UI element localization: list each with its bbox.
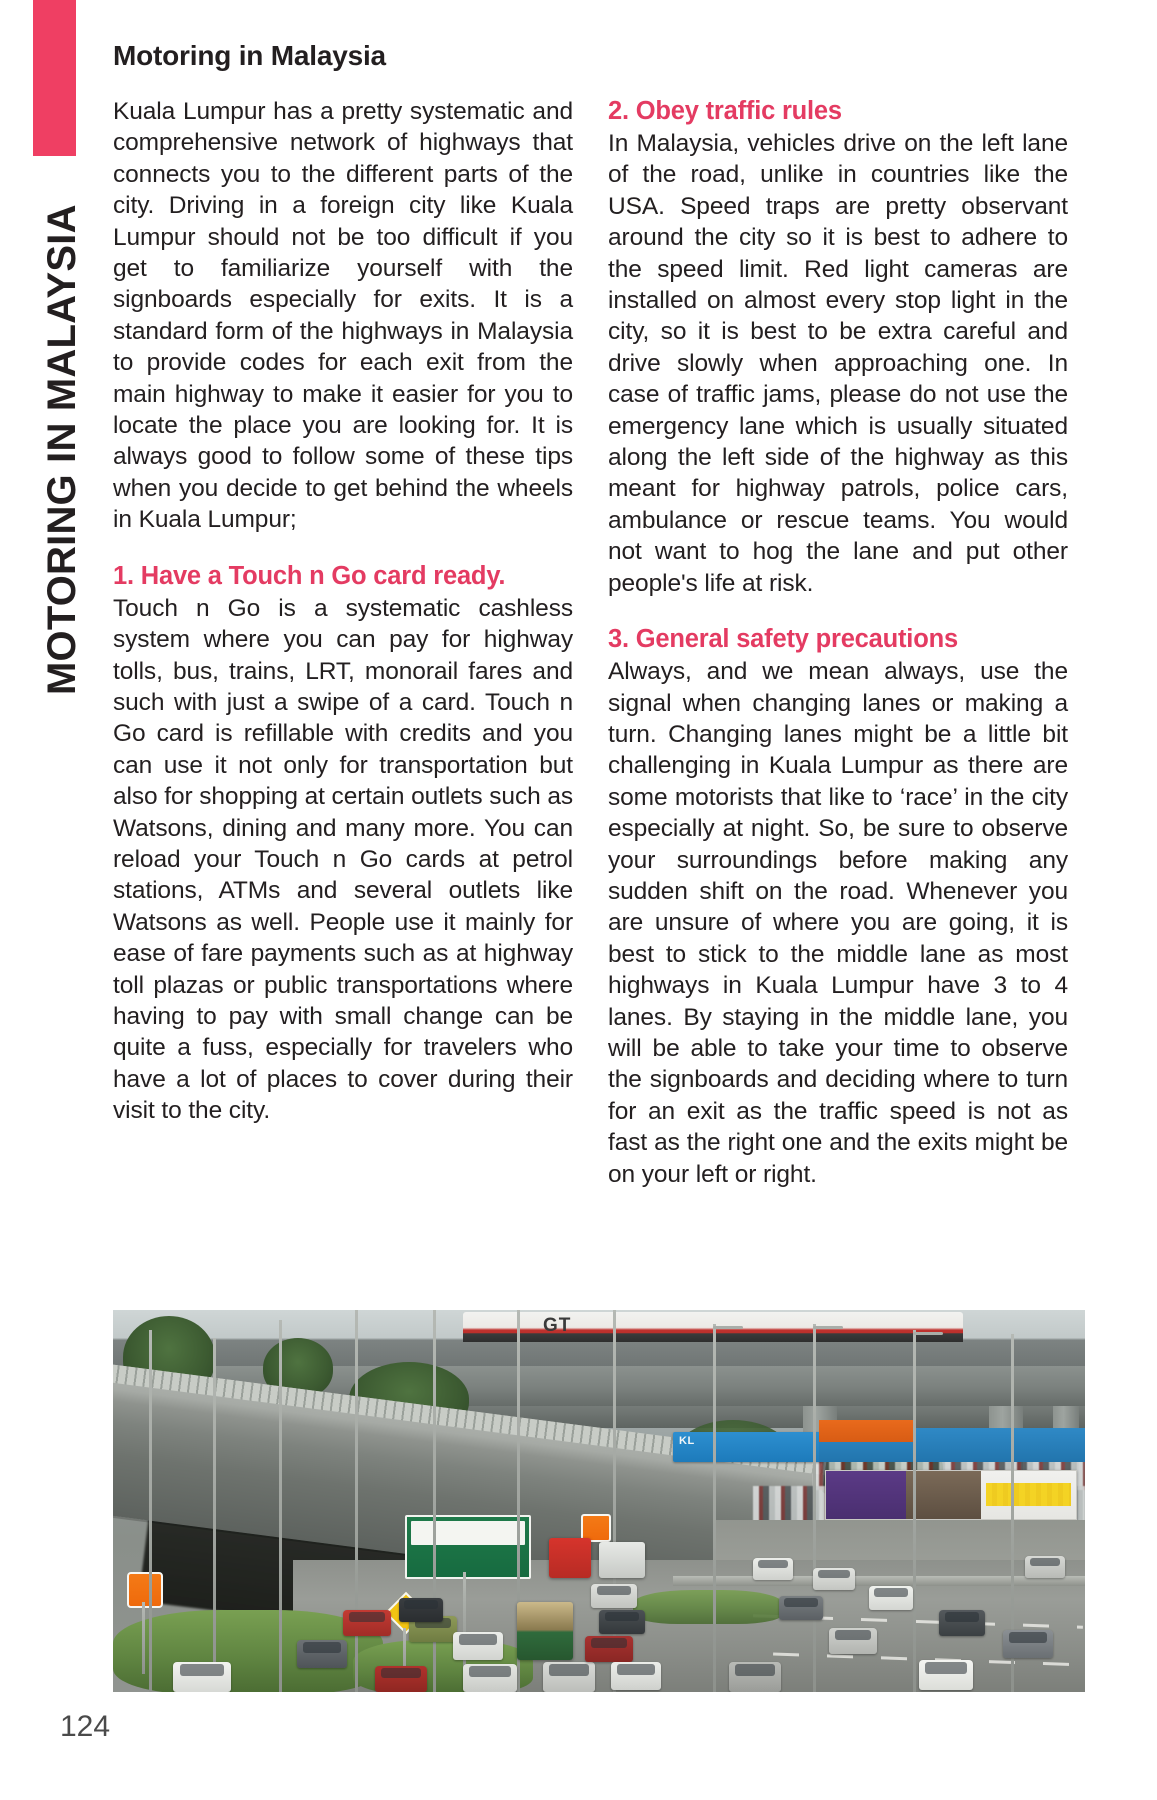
exit-direction-sign: [405, 1515, 531, 1579]
street-light-pole: [149, 1330, 152, 1692]
car: [919, 1660, 973, 1690]
toll-plaza-label: KL: [679, 1435, 695, 1447]
car: [1025, 1556, 1065, 1578]
section-body-1: Touch n Go is a systematic cashless system where you can pay for highway tolls, bus, trains, LRT, monorail fares and such with just a swipe of a card. Touch n Go card is refillable with credits and you can use it not only for transportation but also for shopping at certain outlets such as Watsons, dining and many more. You can reload your Touch n Go cards at petrol stations, ATMs and several outlets like Watsons as well. People use it mainly for ease of fare payments such as at highway toll plazas or public transportations where having to pay with small change can be quite a fuss, especially for travelers who have a lot of places to cover during their visit to the city.: [113, 594, 574, 1125]
column-right: [608, 96, 1068, 1190]
car: [939, 1610, 985, 1636]
sign-post: [142, 1602, 145, 1674]
car: [375, 1666, 427, 1692]
sign-white-panel: [411, 1521, 525, 1545]
road-median: [673, 1576, 1085, 1586]
cargo-lorry: [517, 1602, 573, 1660]
car: [829, 1628, 877, 1654]
street-light-pole: [813, 1324, 816, 1692]
billboard-panel-purple: [826, 1471, 906, 1519]
roadside-billboard: [825, 1470, 1077, 1520]
section-heading-3: 3. General safety precautions: [608, 625, 958, 654]
car: [591, 1584, 637, 1608]
page-title: Motoring in Malaysia: [113, 40, 386, 71]
section-body-3: Always, and we mean always, use the signal when changing lanes or making a turn. Changing lanes might be a little bit challenging in Kuala Lumpur as there are some motorists that like to ‘race’ in the city especially at night. So, be sure to observe your surroundings before making any sudden shift on the road. Whenever you are unsure of where you are going, it is best to stick to the middle lane as most highways in Kuala Lumpur have 3 to 4 lanes. By staying in the middle lane, you will be able to take your time to observe the signboards and deciding where to turn for an exit as the traffic speed is not as fast as the right one and the exits might be on your left or right.: [608, 658, 1068, 1188]
car: [343, 1610, 391, 1636]
car: [611, 1662, 661, 1690]
billboard-panel-text: [986, 1483, 1071, 1505]
car: [869, 1586, 913, 1610]
car: [173, 1662, 231, 1692]
car: [813, 1568, 855, 1590]
street-light-arm: [813, 1326, 843, 1329]
overhead-orange-banner: [819, 1420, 915, 1442]
section-body-2: In Malaysia, vehicles drive on the left lane of the road, unlike in countries like the USA. Speed traps are pretty observant around the city so it is best to adhere to the speed limit. Red light cameras are installed on almost every stop light in the city, so it is best to be extra careful and drive slowly when approaching one. In case of traffic jams, please do not use the emergency lane which is usually situated along the left side of the highway as this meant for highway patrols, police cars, ambulance or rescue teams. You would not want to hog the lane and put other people's life at risk.: [608, 130, 1068, 597]
section-heading-1: 1. Have a Touch n Go card ready.: [113, 561, 506, 590]
grass-verge: [633, 1590, 783, 1624]
car: [453, 1632, 503, 1660]
billboard-panel-photo: [906, 1471, 981, 1519]
train-livery-text: GT: [543, 1315, 572, 1336]
red-lorry: [549, 1538, 591, 1578]
toll-plaza-gantry: [673, 1432, 823, 1462]
page-number: 124: [60, 1710, 111, 1743]
car: [729, 1662, 781, 1692]
car: [585, 1636, 633, 1662]
street-light-pole: [613, 1310, 616, 1692]
car: [463, 1664, 517, 1692]
street-light-pole: [279, 1320, 282, 1692]
car: [599, 1610, 645, 1634]
car: [399, 1598, 443, 1622]
street-light-arm: [713, 1326, 743, 1329]
car: [1003, 1630, 1053, 1658]
road-works-warning-sign: [127, 1572, 163, 1608]
white-bus: [599, 1542, 645, 1578]
street-light-pole: [713, 1324, 716, 1692]
car: [779, 1596, 823, 1620]
street-light-arm: [913, 1332, 943, 1335]
intro-paragraph: Kuala Lumpur has a pretty systematic and comprehensive network of highways that connects you to the different parts of the city. Driving in a foreign city like Kuala Lumpur should not be too difficult if you get to familiarize yourself with the signboards especially for exits. It is a standard form of the highways in Malaysia to provide codes for each exit from the main highway to make it easier for you to locate the place you are looking for. It is always good to follow some of these tips when you decide to get behind the wheels in Kuala Lumpur;: [113, 98, 573, 534]
section-heading-2: 2. Obey traffic rules: [608, 97, 842, 125]
traffic-photo-scene: [113, 1310, 1085, 1692]
traffic-photo: [113, 1310, 1085, 1692]
side-tab-chapter-label: MOTORING IN MALAYSIA: [39, 204, 84, 695]
street-light-pole: [913, 1330, 916, 1692]
street-light-pole: [213, 1338, 216, 1692]
car: [753, 1558, 793, 1580]
car: [297, 1640, 347, 1668]
car: [543, 1662, 595, 1692]
column-left: [113, 96, 573, 1127]
